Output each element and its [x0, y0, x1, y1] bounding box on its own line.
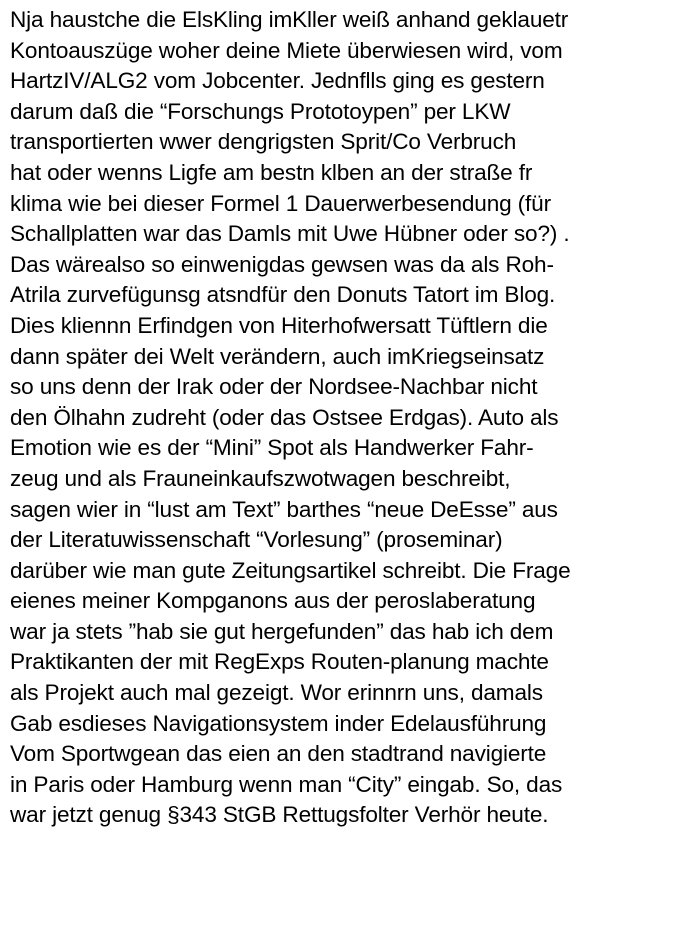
document-text [10, 5, 678, 831]
text-line: den Ölhahn zudreht (oder das Ostsee Erdgas). Auto als [10, 404, 559, 430]
text-line: klima wie bei dieser Formel 1 Dauerwerbesendung (für [10, 190, 551, 216]
text-line: transportierten wwer dengrigsten Sprit/Co Verbruch [10, 129, 517, 155]
text-line: Kontoauszüge woher deine Miete überwiesen wird, vom [10, 37, 563, 63]
text-line: Emotion wie es der “Mini” Spot als Handwerker Fahr- [10, 435, 534, 461]
text-line: zeug und als Frauneinkaufszwotwagen beschreibt, [10, 465, 511, 491]
text-line: der Literatuwissenschaft “Vorlesung” (proseminar) [10, 527, 503, 553]
text-line: sagen wier in “lust am Text” barthes “neue DeEsse” aus [10, 496, 558, 522]
text-line: dann später dei Welt verändern, auch imKriegseinsatz [10, 343, 545, 369]
text-line: so uns denn der Irak oder der Nordsee-Nachbar nicht [10, 374, 538, 400]
text-line: HartzIV/ALG2 vom Jobcenter. Jednflls ging es gestern [10, 68, 545, 94]
text-line: Dies kliennn Erfindgen von Hiterhofwersatt Tüftlern die [10, 312, 548, 338]
text-line: darum daß die “Forschungs Prototoypen” per LKW [10, 98, 511, 124]
text-line: eienes meiner Kompganons aus der peroslaberatung [10, 588, 536, 614]
text-line: Das wärealso so einwenigdas gewsen was da als Roh- [10, 251, 554, 277]
text-line: Schallplatten war das Damls mit Uwe Hübner oder so?) . [10, 221, 570, 247]
text-line: Gab esdieses Navigationsystem inder Edelausführung [10, 710, 547, 736]
text-line: Atrila zurvefügunsg atsndfür den Donuts Tatort im Blog. [10, 282, 556, 308]
text-line: Nja haustche die ElsKling imKller weiß anhand geklauetr [10, 7, 569, 32]
text-line: in Paris oder Hamburg wenn man “City” eingab. So, das [10, 771, 563, 797]
text-line: hat oder wenns Ligfe am bestn klben an der straße fr [10, 159, 533, 185]
text-line: Vom Sportwgean das eien an den stadtrand navigierte [10, 741, 547, 767]
text-line: Praktikanten der mit RegExps Routen-planung machte [10, 649, 549, 675]
text-line: als Projekt auch mal gezeigt. Wor erinnrn uns, damals [10, 680, 543, 706]
text-line: war ja stets ”hab sie gut hergefunden” das hab ich dem [10, 618, 554, 644]
text-line: darüber wie man gute Zeitungsartikel schreibt. Die Frage [10, 557, 571, 583]
text-line: war jetzt genug §343 StGB Rettugsfolter Verhör heute. [10, 802, 549, 828]
